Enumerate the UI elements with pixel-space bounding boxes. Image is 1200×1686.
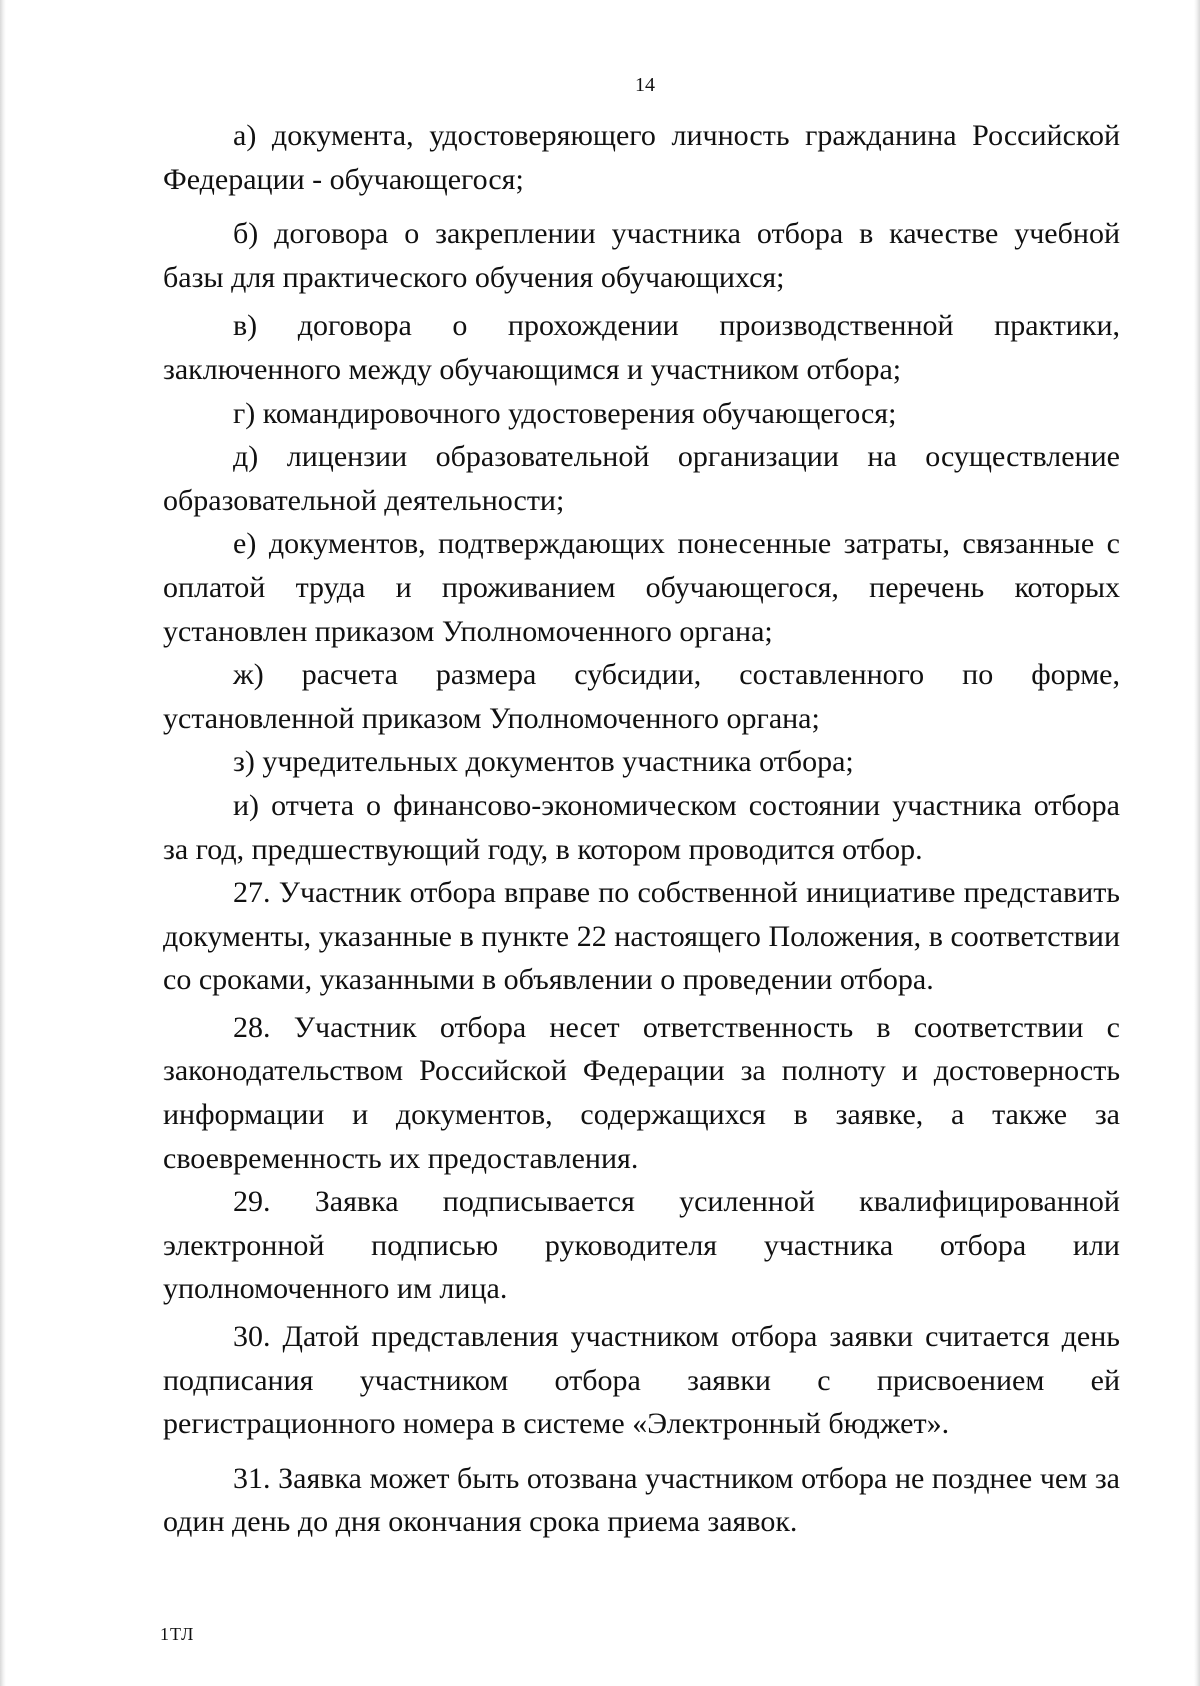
paragraph-zh: ж) расчета размера субсидии, составленного по форме, установленной приказом Уполномоченного органа; <box>163 658 1120 735</box>
paragraph-27: 27. Участник отбора вправе по собственной инициативе представить документы, указанные в пункте 22 настоящего Положения, в соответствии со сроками, указанными в объявлении о проведении отбора. <box>163 876 1120 997</box>
document-body <box>163 114 1120 1544</box>
paragraph-31: 31. Заявка может быть отозвана участником отбора не позднее чем за один день до дня окончания срока приема заявок. <box>163 1461 1120 1539</box>
paragraph-e: е) документов, подтверждающих понесенные затраты, связанные с оплатой труда и проживанием обучающегося, перечень которых установлен приказом Уполномоченного органа; <box>163 527 1120 648</box>
paragraph-d: д) лицензии образовательной организации на осуществление образовательной деятельности; <box>163 440 1120 517</box>
scan-edge-left <box>0 0 6 1686</box>
paragraph-28: 28. Участник отбора несет ответственность в соответствии с законодательством Российской Федерации за полноту и достоверность информации и документов, содержащихся в заявке, а также за своевременность их предоставления. <box>163 1010 1120 1175</box>
paragraph-g: г) командировочного удостоверения обучающегося; <box>233 396 897 430</box>
paragraph-29: 29. Заявка подписывается усиленной квалифицированной электронной подписью руководителя участника отбора или уполномоченного им лица. <box>163 1185 1120 1306</box>
paragraph-a: а) документа, удостоверяющего личность гражданина Российской Федерации - обучающегося; <box>163 119 1120 196</box>
paragraph-30: 30. Датой представления участником отбора заявки считается день подписания участником отбора заявки с присвоением ей регистрационного номера в системе «Электронный бюджет». <box>163 1320 1120 1441</box>
page-number: 14 <box>635 74 655 96</box>
scan-edge-right <box>1194 0 1200 1686</box>
paragraph-v: в) договора о прохождении производственной практики, заключенного между обучающимся и участником отбора; <box>163 309 1120 386</box>
paragraph-i: и) отчета о финансово-экономическом состоянии участника отбора за год, предшествующий году, в котором проводится отбор. <box>163 788 1120 866</box>
paragraph-z: з) учредительных документов участника отбора; <box>233 745 854 779</box>
footer-code: 1ТЛ <box>160 1624 195 1644</box>
paragraph-b: б) договора о закреплении участника отбора в качестве учебной базы для практического обучения обучающихся; <box>163 217 1120 294</box>
